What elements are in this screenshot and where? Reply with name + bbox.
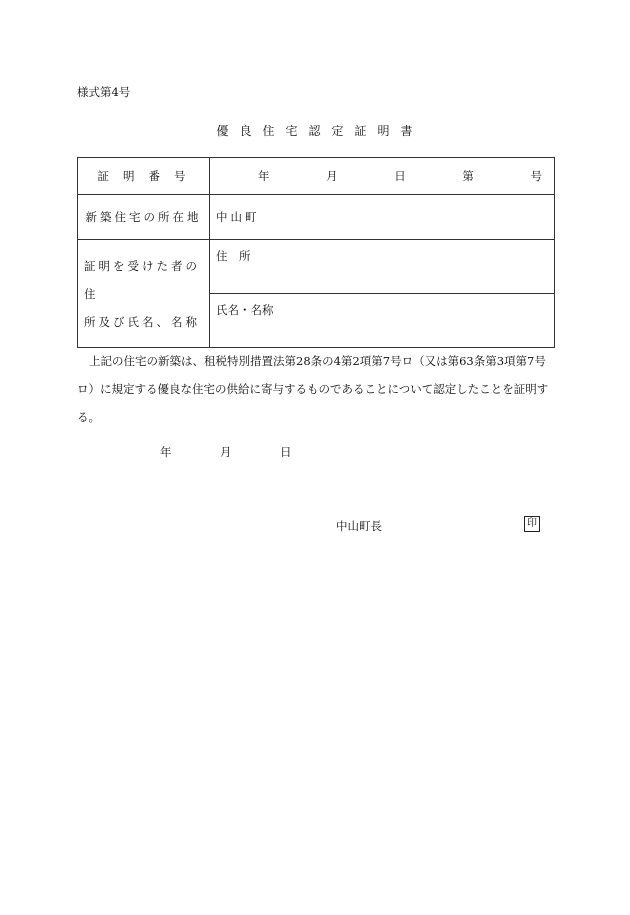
- name-cell: [210, 294, 555, 348]
- location-value: 中山町: [216, 210, 260, 224]
- cert-month-label: 月: [326, 169, 338, 183]
- document-title: 優良住宅認定証明書: [216, 124, 424, 138]
- person-label-cell: [78, 240, 210, 348]
- issue-month-label: 月: [220, 445, 232, 459]
- form-number: 様式第4号: [77, 85, 131, 99]
- cert-no-suffix-label: 号: [530, 169, 542, 183]
- cert-day-label: 日: [394, 169, 406, 183]
- name-label: 氏名・名称: [216, 303, 274, 317]
- location-label-cell: [78, 195, 210, 240]
- address-cell: [210, 240, 555, 294]
- person-label-line1: 証明を受けた者の住: [84, 258, 200, 301]
- issue-day-label: 日: [280, 445, 292, 459]
- location-label: 新築住宅の所在地: [85, 210, 202, 224]
- person-label-line2: 所及び氏名、名称: [84, 314, 200, 329]
- issuer-title: 中山町長: [336, 519, 382, 533]
- cert-number-value-cell: [210, 158, 555, 195]
- certificate-table: [77, 157, 555, 348]
- cert-year-label: 年: [258, 169, 270, 183]
- cert-no-prefix-label: 第: [462, 169, 474, 183]
- location-value-cell: [210, 195, 555, 240]
- seal-mark: 印: [524, 516, 540, 532]
- address-label: 住 所: [216, 249, 251, 263]
- issue-year-label: 年: [160, 445, 172, 459]
- certification-statement: 上記の住宅の新築は、租税特別措置法第28条の4第2項第7号ロ（又は第63条第3項第7号ロ）に規定する優良な住宅の供給に寄与するものであることについて認定したことを証明する。: [77, 354, 549, 424]
- cert-number-label: 証明番号: [97, 169, 200, 183]
- cert-number-label-cell: [78, 158, 210, 195]
